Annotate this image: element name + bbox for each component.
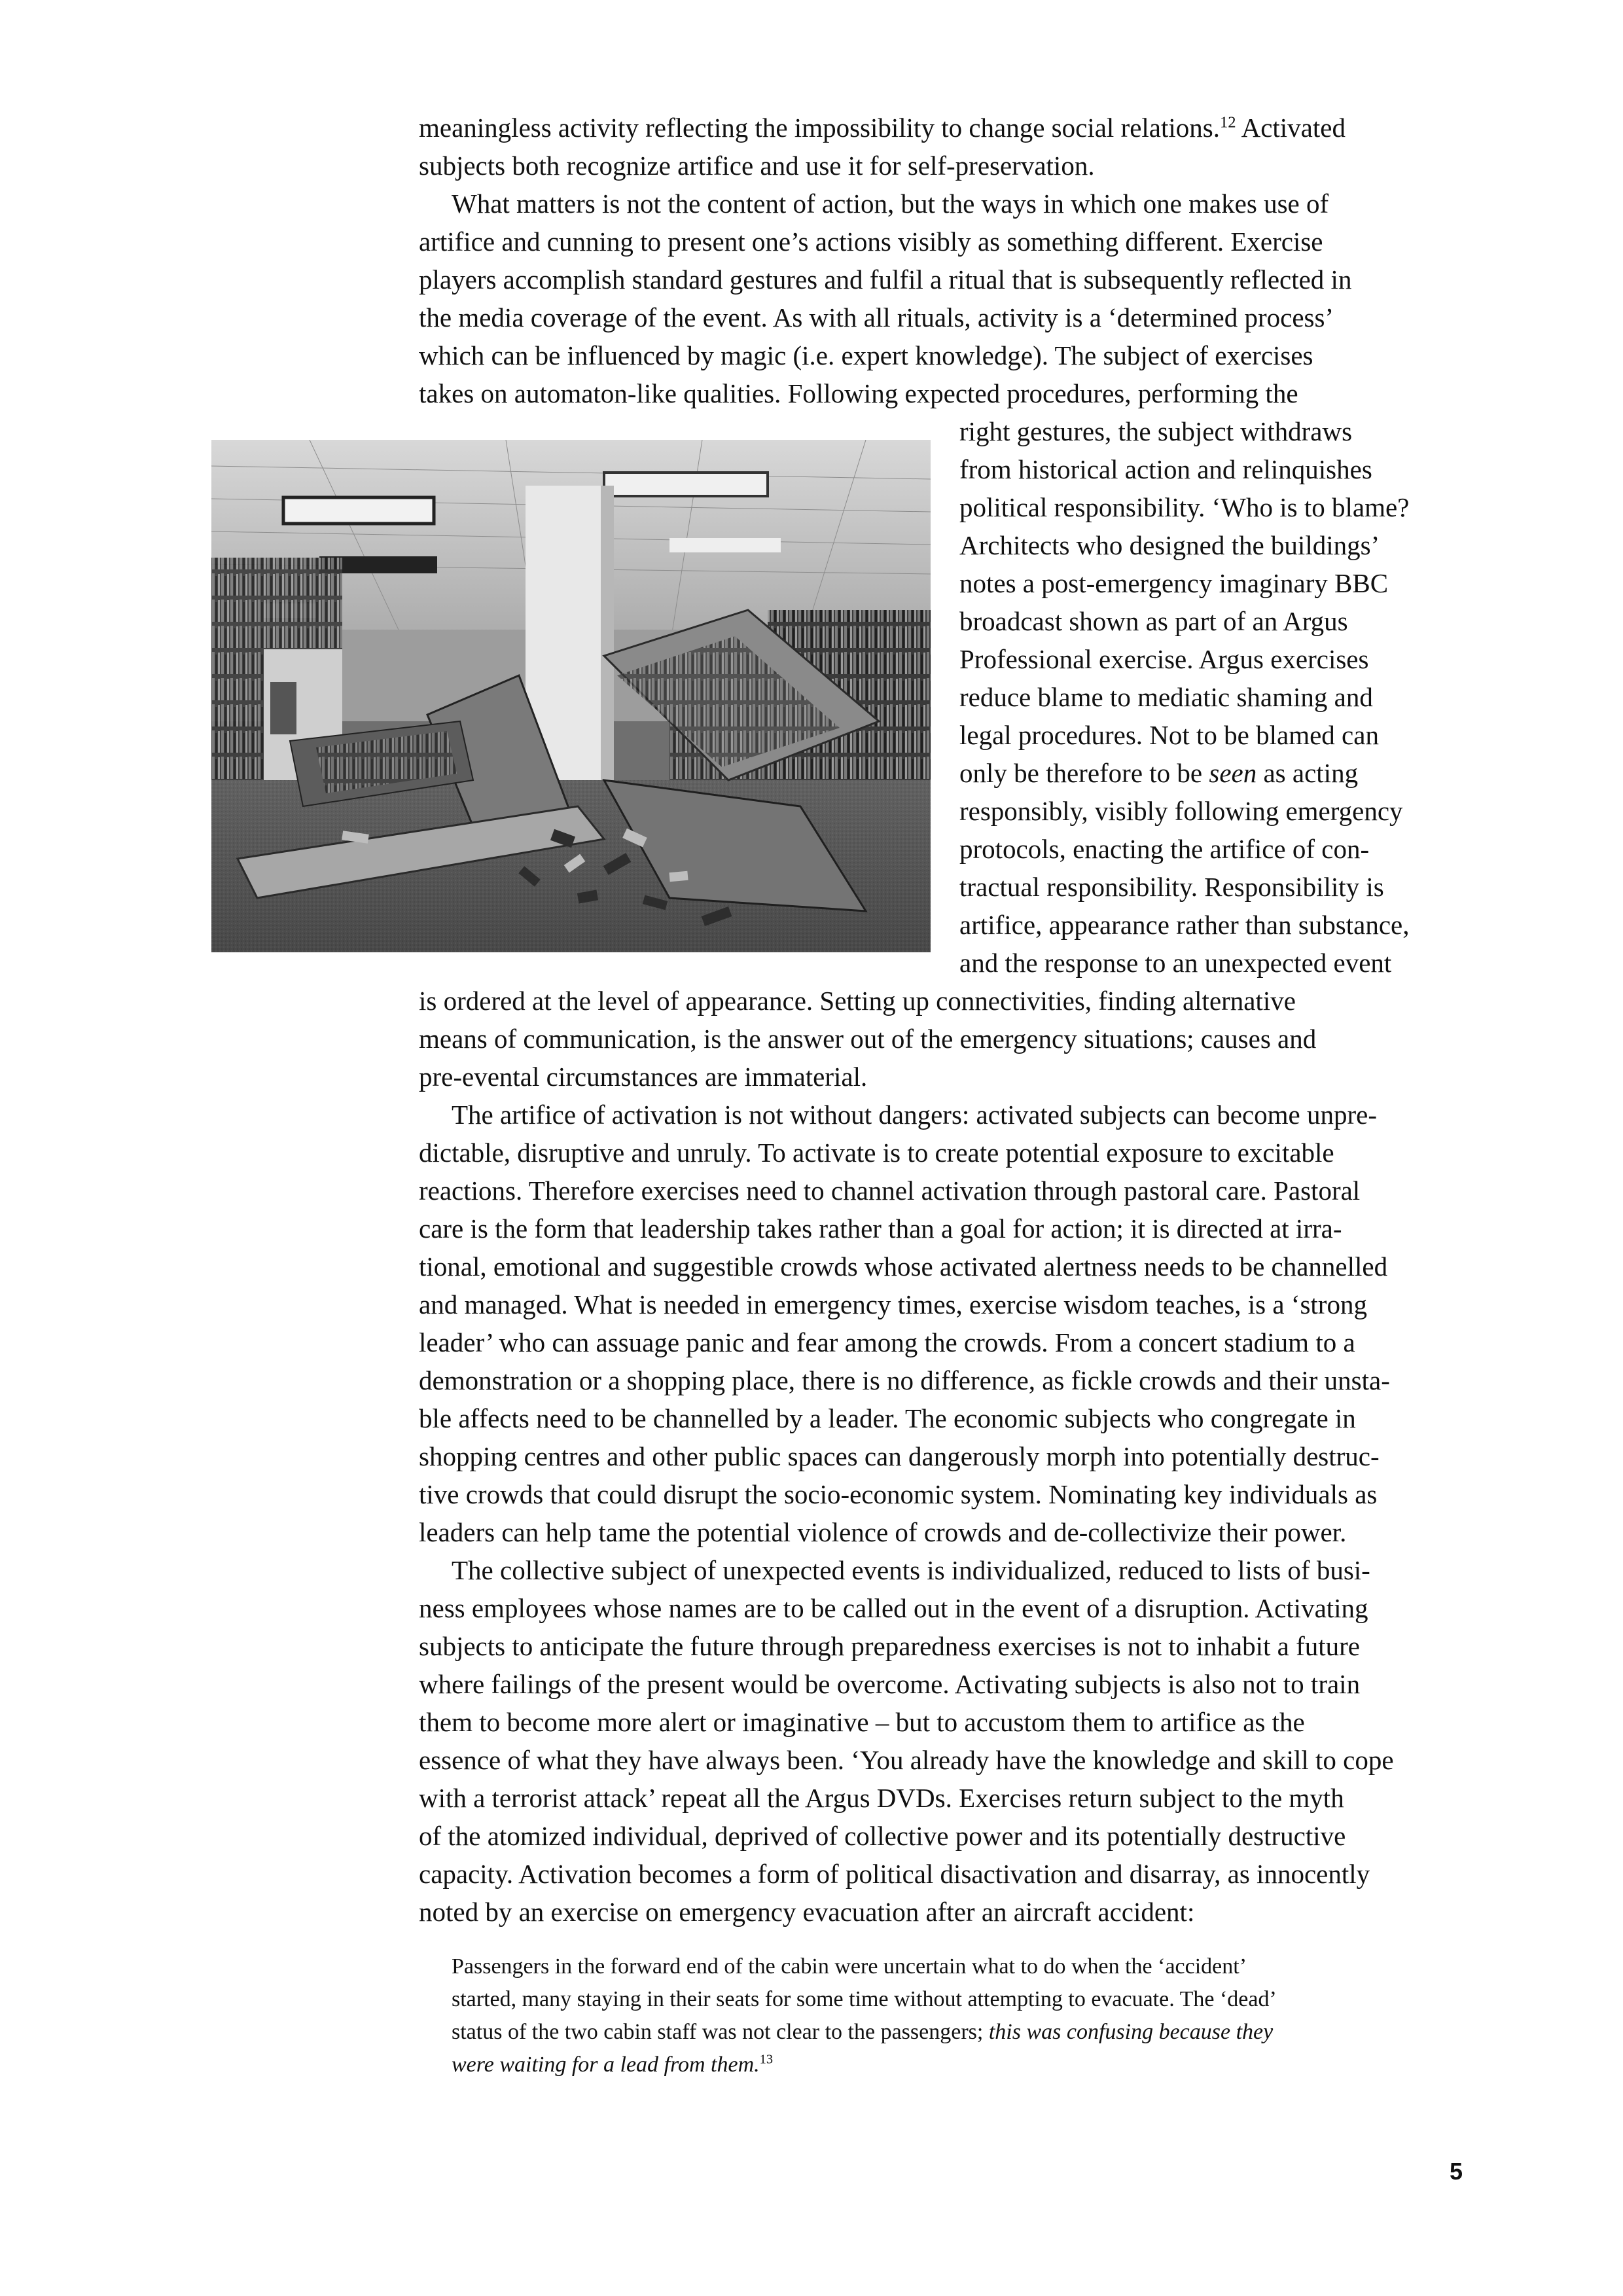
body-line: legal procedures. Not to be blamed can — [959, 720, 1379, 750]
body-line: essence of what they have always been. ‘You already have the knowledge and skill to cope — [419, 1745, 1394, 1775]
photo-illustration — [211, 440, 931, 952]
footnote-ref-12[interactable]: 12 — [1220, 113, 1236, 132]
text: only be therefore to be — [959, 758, 1209, 788]
body-line: ble affects need to be channelled by a leader. The economic subjects who congregate in — [419, 1403, 1356, 1433]
library-damage-photo — [211, 440, 931, 952]
body-line: right gestures, the subject withdraws — [959, 416, 1353, 446]
quote-line — [452, 2049, 773, 2081]
emphasis: this was confusing because they — [988, 2020, 1274, 2044]
body-line: Architects who designed the buildings’ — [959, 530, 1380, 560]
body-line: from historical action and relinquishes — [959, 454, 1372, 484]
body-line: tive crowds that could disrupt the socio-economic system. Nominating key individuals as — [419, 1479, 1378, 1509]
body-line: means of communication, is the answer out of the emergency situations; causes and — [419, 1024, 1317, 1054]
body-line: shopping centres and other public spaces can dangerously morph into potentially destruc- — [419, 1441, 1380, 1471]
body-line: subjects both recognize artifice and use it for self-preservation. — [419, 151, 1095, 181]
body-line: and the response to an unexpected event — [959, 948, 1392, 978]
body-line: players accomplish standard gestures and fulfil a ritual that is subsequently reflected in — [419, 264, 1352, 295]
emphasis: seen — [1209, 758, 1257, 788]
body-line: and managed. What is needed in emergency times, exercise wisdom teaches, is a ‘strong — [419, 1289, 1367, 1319]
body-line: artifice and cunning to present one’s actions visibly as something different. Exercise — [419, 226, 1323, 257]
body-line: Professional exercise. Argus exercises — [959, 644, 1369, 674]
body-line: protocols, enacting the artifice of con- — [959, 834, 1370, 864]
body-line: them to become more alert or imaginative – but to accustom them to artifice as the — [419, 1707, 1305, 1737]
body-line: of the atomized individual, deprived of collective power and its potentially destructive — [419, 1821, 1346, 1851]
body-line: care is the form that leadership takes rather than a goal for action; it is directed at irra- — [419, 1213, 1342, 1244]
body-line: subjects to anticipate the future through preparedness exercises is not to inhabit a future — [419, 1631, 1360, 1661]
text: Activated — [1236, 113, 1346, 143]
quote-line — [452, 2016, 1273, 2049]
body-line: artifice, appearance rather than substance, — [959, 910, 1410, 940]
body-line: which can be influenced by magic (i.e. expert knowledge). The subject of exercises — [419, 340, 1313, 370]
body-line: noted by an exercise on emergency evacuation after an aircraft accident: — [419, 1897, 1195, 1927]
body-line: leader’ who can assuage panic and fear among the crowds. From a concert stadium to a — [419, 1327, 1355, 1357]
body-line: with a terrorist attack’ repeat all the Argus DVDs. Exercises return subject to the myth — [419, 1783, 1344, 1813]
body-line: political responsibility. ‘Who is to blame? — [959, 492, 1410, 522]
body-line: reduce blame to mediatic shaming and — [959, 682, 1373, 712]
body-line: reactions. Therefore exercises need to channel activation through pastoral care. Pastoral — [419, 1175, 1361, 1206]
body-line — [959, 754, 1358, 792]
body-line: demonstration or a shopping place, there is no difference, as fickle crowds and their unsta- — [419, 1365, 1390, 1395]
body-line: responsibly, visibly following emergency — [959, 796, 1403, 826]
body-line: leaders can help tame the potential violence of crowds and de-collectivize their power. — [419, 1517, 1347, 1547]
body-line: dictable, disruptive and unruly. To activate is to create potential exposure to excitable — [419, 1138, 1334, 1168]
text: status of the two cabin staff was not clear to the passengers; — [452, 2020, 989, 2044]
footnote-ref-13[interactable]: 13 — [759, 2052, 774, 2067]
body-line: The artifice of activation is not without dangers: activated subjects can become unpre- — [452, 1100, 1377, 1130]
body-line: is ordered at the level of appearance. Setting up connectivities, finding alternative — [419, 986, 1296, 1016]
text: as acting — [1257, 758, 1359, 788]
body-line: tional, emotional and suggestible crowds whose activated alertness needs to be channelled — [419, 1251, 1388, 1282]
body-line: ness employees whose names are to be called out in the event of a disruption. Activating — [419, 1593, 1368, 1623]
body-line: where failings of the present would be overcome. Activating subjects is also not to train — [419, 1669, 1361, 1699]
body-line: takes on automaton-like qualities. Following expected procedures, performing the — [419, 378, 1298, 408]
text: meaningless activity reflecting the impossibility to change social relations. — [419, 113, 1220, 143]
body-line: pre-evental circumstances are immaterial. — [419, 1062, 868, 1092]
body-line: The collective subject of unexpected events is individualized, reduced to lists of busi- — [452, 1555, 1370, 1585]
body-line: tractual responsibility. Responsibility is — [959, 872, 1384, 902]
body-line: What matters is not the content of action, but the ways in which one makes use of — [452, 188, 1329, 219]
body-line: the media coverage of the event. As with all rituals, activity is a ‘determined process’ — [419, 302, 1334, 332]
body-line: notes a post-emergency imaginary BBC — [959, 568, 1389, 598]
body-line: capacity. Activation becomes a form of political disactivation and disarray, as innocently — [419, 1859, 1370, 1889]
quote-line: started, many staying in their seats for some time without attempting to evacuate. The ‘dead’ — [452, 1987, 1277, 2011]
body-line — [419, 109, 1346, 147]
quote-line: Passengers in the forward end of the cabin were uncertain what to do when the ‘accident’ — [452, 1954, 1247, 1979]
emphasis: were waiting for a lead from them. — [452, 2053, 760, 2077]
page-number: 5 — [1449, 2158, 1463, 2185]
body-line: broadcast shown as part of an Argus — [959, 606, 1348, 636]
